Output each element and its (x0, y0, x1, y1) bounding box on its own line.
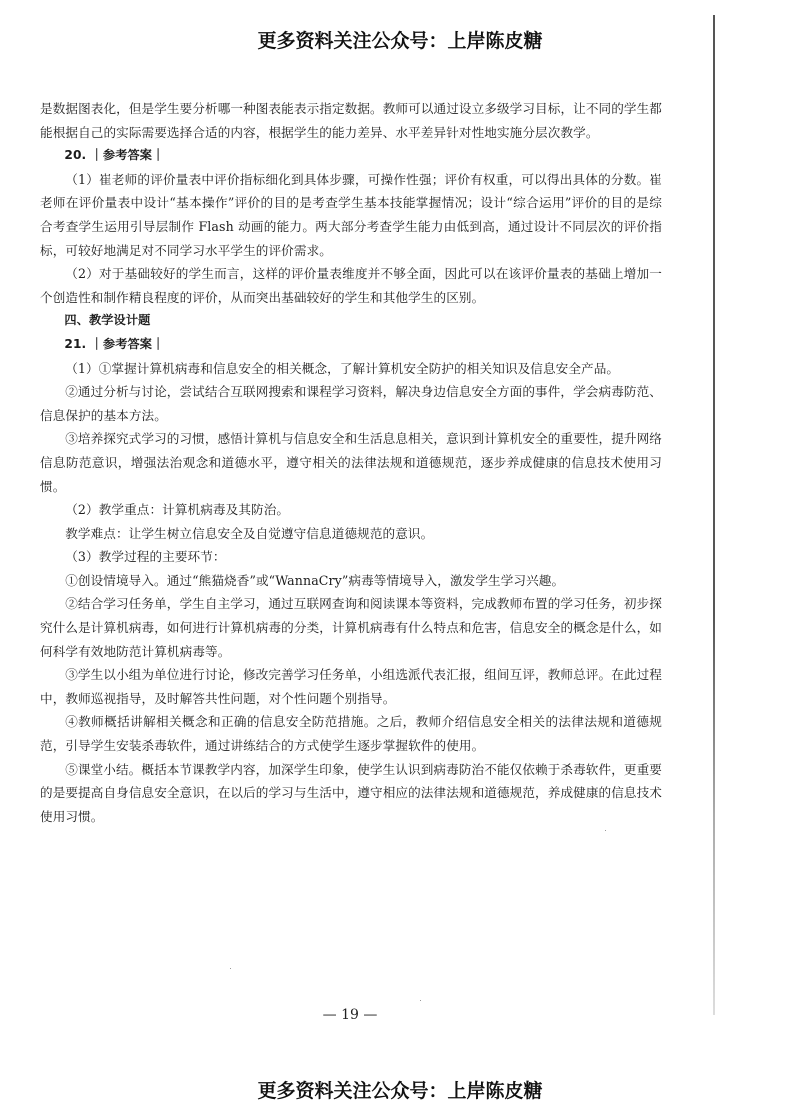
paragraph: （3）教学过程的主要环节： (65, 549, 226, 565)
page-content (40, 97, 662, 828)
watermark-footer: 更多资料关注公众号：上岸陈皮糖 (257, 1080, 543, 1102)
watermark-header: 更多资料关注公众号：上岸陈皮糖 (257, 30, 543, 52)
scan-speck (605, 830, 606, 831)
paragraph: ③培养探究式学习的习惯，感悟计算机与信息安全和生活息息相关，意识到计算机安全的重要性，提升网络信息防范意识，增强法治观念和道德水平，遵守相关的法律法规和道德规范，逐步养成健康的信息技术使用习惯。 (40, 431, 662, 494)
paragraph: （1）①掌握计算机病毒和信息安全的相关概念，了解计算机安全防护的相关知识及信息安全产品。 (65, 360, 620, 376)
scan-speck (420, 1000, 421, 1001)
scan-edge-line (713, 15, 715, 1015)
paragraph: 是数据图表化，但是学生要分析哪一种图表能表示指定数据。教师可以通过设立多级学习目标，让不同的学生都能根据自己的实际需要选择合适的内容，根据学生的能力差异、水平差异针对性地实施分层次教学。 (40, 101, 662, 140)
paragraph: 教学难点：让学生树立信息安全及自觉遵守信息道德规范的意识。 (65, 525, 434, 541)
scan-speck (230, 968, 231, 969)
paragraph: ②结合学习任务单，学生自主学习，通过互联网查询和阅读课本等资料，完成教师布置的学习任务，初步探究什么是计算机病毒，如何进行计算机病毒的分类，计算机病毒有什么特点和危害，信息安全的概念是什么，如何科学有效地防范计算机病毒等。 (40, 596, 662, 659)
paragraph: （2）对于基础较好的学生而言，这样的评价量表维度并不够全面，因此可以在该评价量表的基础上增加一个创造性和制作精良程度的评价，从而突出基础较好的学生和其他学生的区别。 (40, 266, 662, 305)
section-heading: 四、教学设计题 (64, 313, 151, 328)
answer-heading-20: 20. ｜参考答案｜ (64, 148, 165, 163)
page-number: — 19 — (322, 1007, 378, 1023)
paragraph: ①创设情境导入。通过“熊猫烧香”或“WannaCry”病毒等情境导入，激发学生学习兴趣。 (65, 572, 565, 588)
paragraph: （1）崔老师的评价量表中评价指标细化到具体步骤，可操作性强；评价有权重，可以得出具体的分数。崔老师在评价量表中设计“基本操作”评价的目的是考查学生基本技能掌握情况；设计“综合运用”评价的目的是综合考查学生运用引导层制作 Flash 动画的能力。两大部分考查学生能力由低到高，通过设计不同层次的评价指标，可较好地满足对不同学习水平学生的评价需求。 (40, 171, 662, 258)
paragraph: ④教师概括讲解相关概念和正确的信息安全防范措施。之后，教师介绍信息安全相关的法律法规和道德规范，引导学生安装杀毒软件，通过讲练结合的方式使学生逐步掌握软件的使用。 (40, 714, 662, 754)
paragraph: ③学生以小组为单位进行讨论，修改完善学习任务单，小组选派代表汇报，组间互评，教师总评。在此过程中，教师巡视指导，及时解答共性问题，对个性问题个别指导。 (40, 667, 662, 706)
answer-heading-21: 21. ｜参考答案｜ (64, 336, 165, 351)
paragraph: （2）教学重点：计算机病毒及其防治。 (65, 502, 290, 518)
paragraph: ②通过分析与讨论，尝试结合互联网搜索和课程学习资料，解决身边信息安全方面的事件，学会病毒防范、信息保护的基本方法。 (40, 384, 662, 423)
paragraph: ⑤课堂小结。概括本节课教学内容，加深学生印象，使学生认识到病毒防治不能仅依赖于杀毒软件，更重要的是要提高自身信息安全意识，在以后的学习与生活中，遵守相应的法律法规和道德规范，养成健康的信息技术使用习惯。 (40, 761, 662, 824)
